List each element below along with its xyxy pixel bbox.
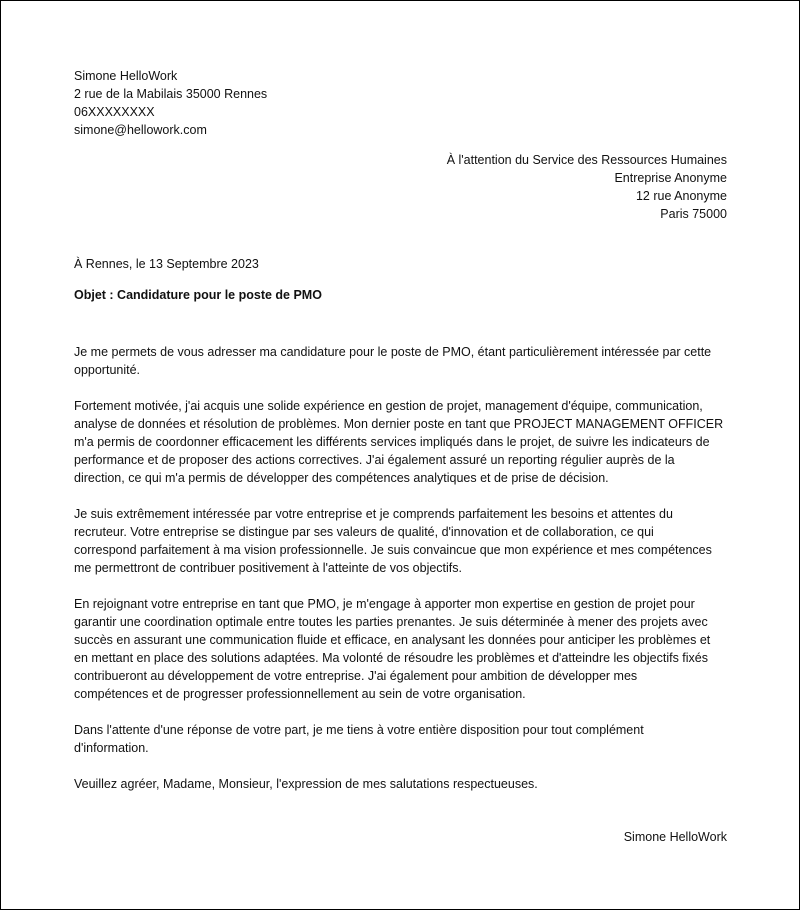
recipient-attention: À l'attention du Service des Ressources Humaines (446, 153, 727, 167)
paragraph-line: d'information. (74, 741, 149, 755)
paragraph-intro (74, 343, 734, 379)
paragraph-line: analyse de données et résolution de problèmes. Mon dernier poste en tant que PROJECT MANAGEMENT OFFICER (74, 417, 724, 431)
paragraph-line: recruteur. Votre entreprise se distingue par ses valeurs de qualité, d'innovation et de collaboration, ce qui (74, 525, 654, 539)
recipient-city: Paris 75000 (660, 207, 727, 221)
sender-phone: 06XXXXXXXX (74, 105, 155, 119)
paragraph-line: En rejoignant votre entreprise en tant que PMO, je m'engage à apporter mon expertise en gestion de projet pour (74, 597, 695, 611)
paragraph-line: garantir une coordination optimale entre toutes les parties prenantes. Je suis déterminée à mener des projets avec (74, 615, 708, 629)
paragraph-experience (74, 397, 734, 487)
subject-line: Objet : Candidature pour le poste de PMO (74, 288, 322, 302)
paragraph-line: correspond parfaitement à ma vision professionnelle. Je suis convaincue que mon expérience et mes compétences (74, 543, 712, 557)
paragraph-line: contribueront au développement de votre entreprise. J'ai également pour ambition de développer mes (74, 669, 638, 683)
paragraph-company-interest (74, 505, 734, 577)
sender-name: Simone HelloWork (74, 69, 178, 83)
paragraph-line: direction, ce qui m'a permis de développer des compétences analytiques et de prise de décision. (74, 471, 609, 485)
paragraph-line: Je suis extrêmement intéressée par votre entreprise et je comprends parfaitement les besoins et attentes du (74, 507, 673, 521)
sender-address: 2 rue de la Mabilais 35000 Rennes (74, 87, 268, 101)
paragraph-closing (74, 775, 734, 793)
recipient-street: 12 rue Anonyme (635, 189, 727, 203)
paragraph-commitment (74, 595, 734, 703)
paragraph-line: m'a permis de coordonner efficacement les différents services impliqués dans le projet, de suivre les indicateurs de (74, 435, 710, 449)
paragraph-line: opportunité. (74, 363, 141, 377)
paragraph-line: compétences et de progresser professionnellement au sein de votre organisation. (74, 687, 526, 701)
paragraph-line: Je me permets de vous adresser ma candidature pour le poste de PMO, étant particulièrement intéressée par cette (74, 345, 712, 359)
signature: Simone HelloWork (623, 830, 727, 844)
paragraph-line: en mettant en place des solutions adaptées. Ma volonté de résoudre les problèmes et d'atteindre les objectifs fixés (74, 651, 709, 665)
sender-email: simone@hellowork.com (74, 123, 207, 137)
date-line: À Rennes, le 13 Septembre 2023 (74, 257, 259, 271)
sender-block (74, 67, 474, 139)
paragraph-availability (74, 721, 734, 757)
paragraph-line: Dans l'attente d'une réponse de votre part, je me tiens à votre entière disposition pour tout complément (74, 723, 644, 737)
paragraph-line: Fortement motivée, j'ai acquis une solide expérience en gestion de projet, management d'équipe, communication, (74, 399, 703, 413)
recipient-company: Entreprise Anonyme (614, 171, 727, 185)
paragraph-line: me permettront de contribuer positivement à l'atteinte de vos objectifs. (74, 561, 463, 575)
letter-body (74, 343, 734, 811)
paragraph-line: performance et de proposer des actions correctives. J'ai également assuré un reporting régulier auprès de la (74, 453, 675, 467)
paragraph-line: succès en assurant une communication fluide et efficace, en analysant les données pour anticiper les problèmes et (74, 633, 711, 647)
paragraph-line: Veuillez agréer, Madame, Monsieur, l'expression de mes salutations respectueuses. (74, 777, 538, 791)
recipient-block (307, 151, 727, 223)
